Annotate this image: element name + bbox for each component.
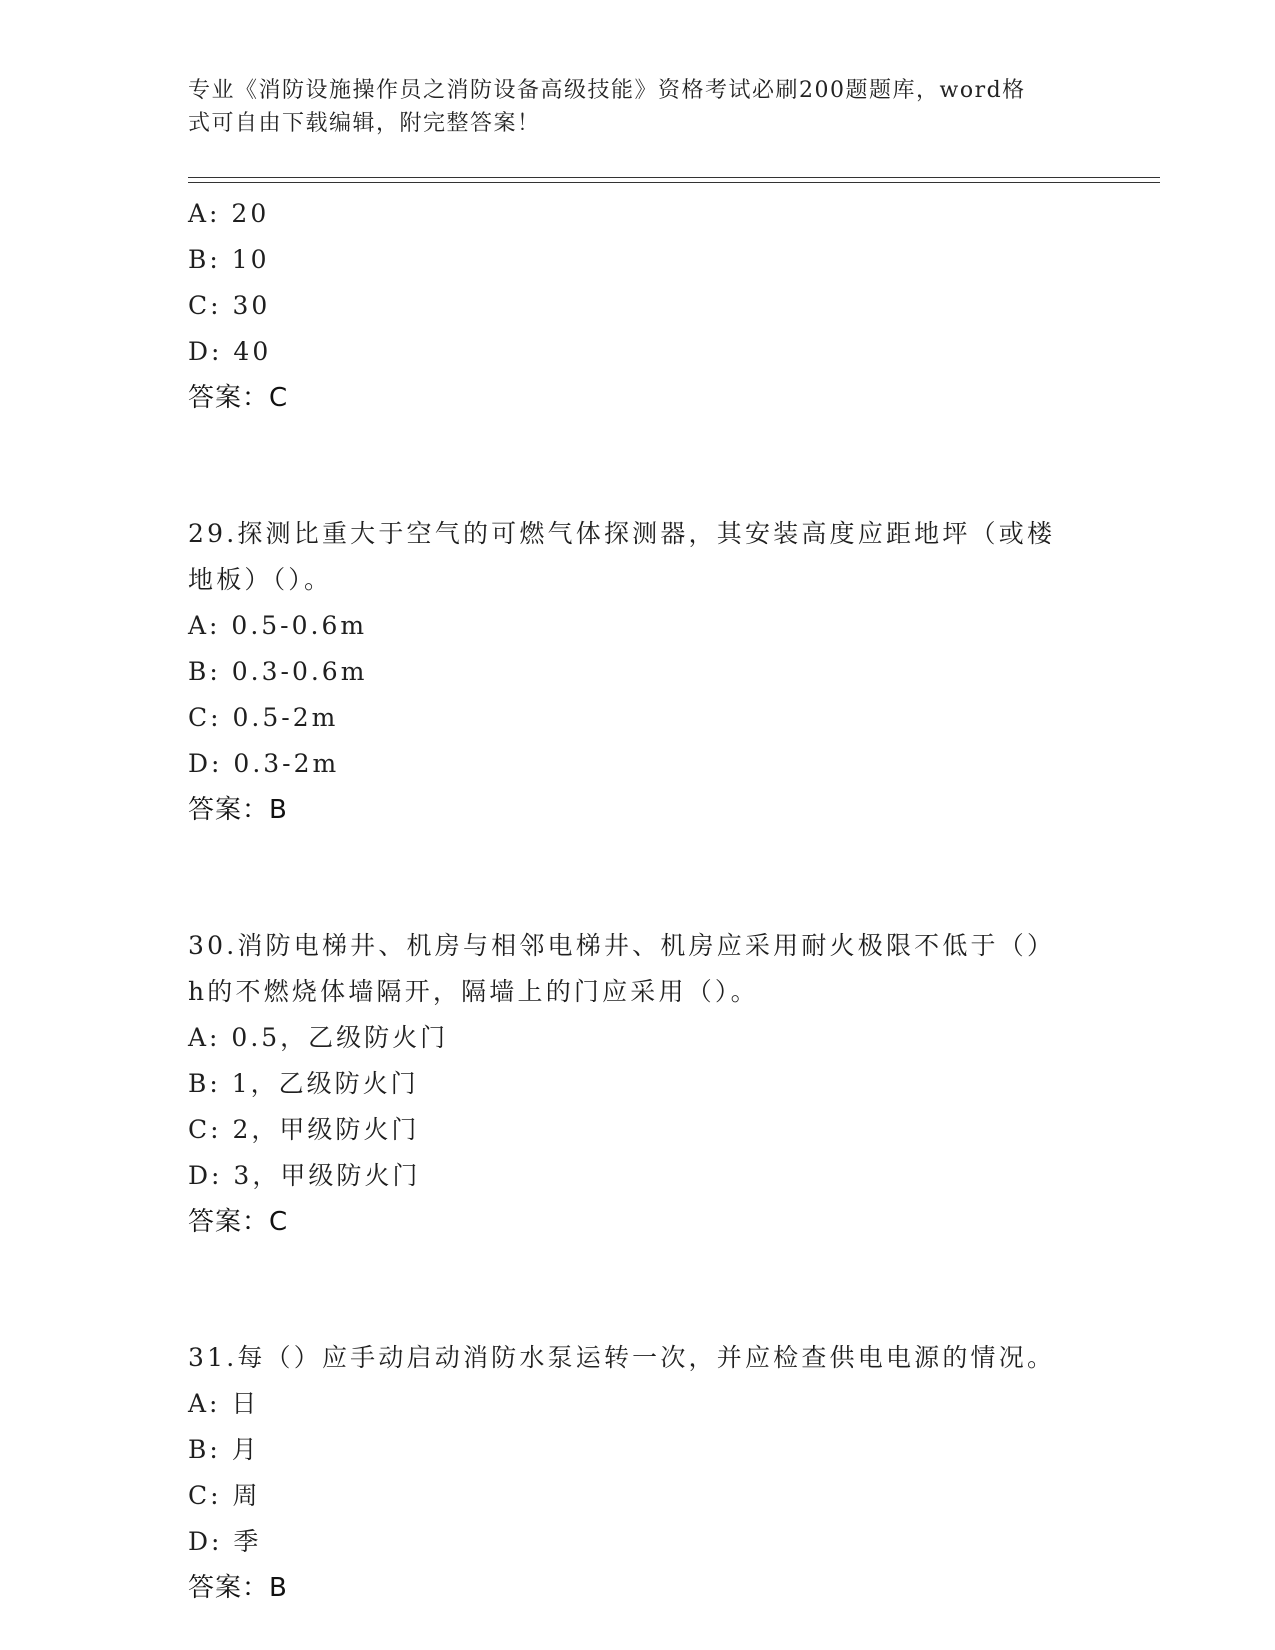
question-30 (188, 923, 1088, 1245)
answer-label: 答案：B (188, 795, 288, 825)
option-d: D: 40 (188, 337, 272, 366)
question-text-line-1: 29.探测比重大于空气的可燃气体探测器，其安装高度应距地坪（或楼 (188, 519, 1056, 548)
spacer (188, 421, 1088, 511)
spacer (188, 1245, 1088, 1335)
answer-label: 答案：B (188, 1573, 288, 1603)
question-text-line-1: 31.每（）应手动启动消防水泵运转一次，并应检查供电电源的情况。 (188, 1343, 1056, 1372)
page-header (188, 74, 1068, 140)
header-line-1: 专业《消防设施操作员之消防设备高级技能》资格考试必刷200题题库，word格 (188, 78, 1026, 103)
question-29 (188, 511, 1088, 833)
option-b: B: 0.3-0.6m (188, 657, 368, 686)
option-c: C: 周 (188, 1481, 261, 1510)
option-d: D: 0.3-2m (188, 749, 340, 778)
question-text-line-1: 30.消防电梯井、机房与相邻电梯井、机房应采用耐火极限不低于（） (188, 931, 1056, 960)
option-b: B: 10 (188, 245, 270, 274)
option-c: C: 0.5-2m (188, 703, 339, 732)
option-b: B: 1，乙级防火门 (188, 1069, 419, 1098)
question-28-continued (188, 191, 1088, 421)
option-a: A: 20 (188, 199, 270, 228)
spacer (188, 833, 1088, 923)
question-text-line-2: 地板）（）。 (188, 565, 333, 594)
header-line-2: 式可自由下载编辑，附完整答案！ (188, 111, 541, 136)
option-c: C: 2，甲级防火门 (188, 1115, 420, 1144)
question-text-line-2: h的不燃烧体墙隔开，隔墙上的门应采用（）。 (188, 977, 759, 1006)
question-31 (188, 1335, 1088, 1611)
option-a: A: 日 (188, 1389, 260, 1418)
option-d: D: 季 (188, 1527, 262, 1556)
answer-label: 答案：C (188, 1207, 289, 1237)
option-a: A: 0.5-0.6m (188, 611, 368, 640)
option-d: D: 3，甲级防火门 (188, 1161, 421, 1190)
option-b: B: 月 (188, 1435, 260, 1464)
answer-label: 答案：C (188, 383, 289, 413)
option-c: C: 30 (188, 291, 271, 320)
header-rule-top (188, 177, 1160, 178)
option-a: A: 0.5，乙级防火门 (188, 1023, 449, 1052)
header-rule-bottom (188, 182, 1160, 183)
question-list (188, 191, 1088, 1611)
